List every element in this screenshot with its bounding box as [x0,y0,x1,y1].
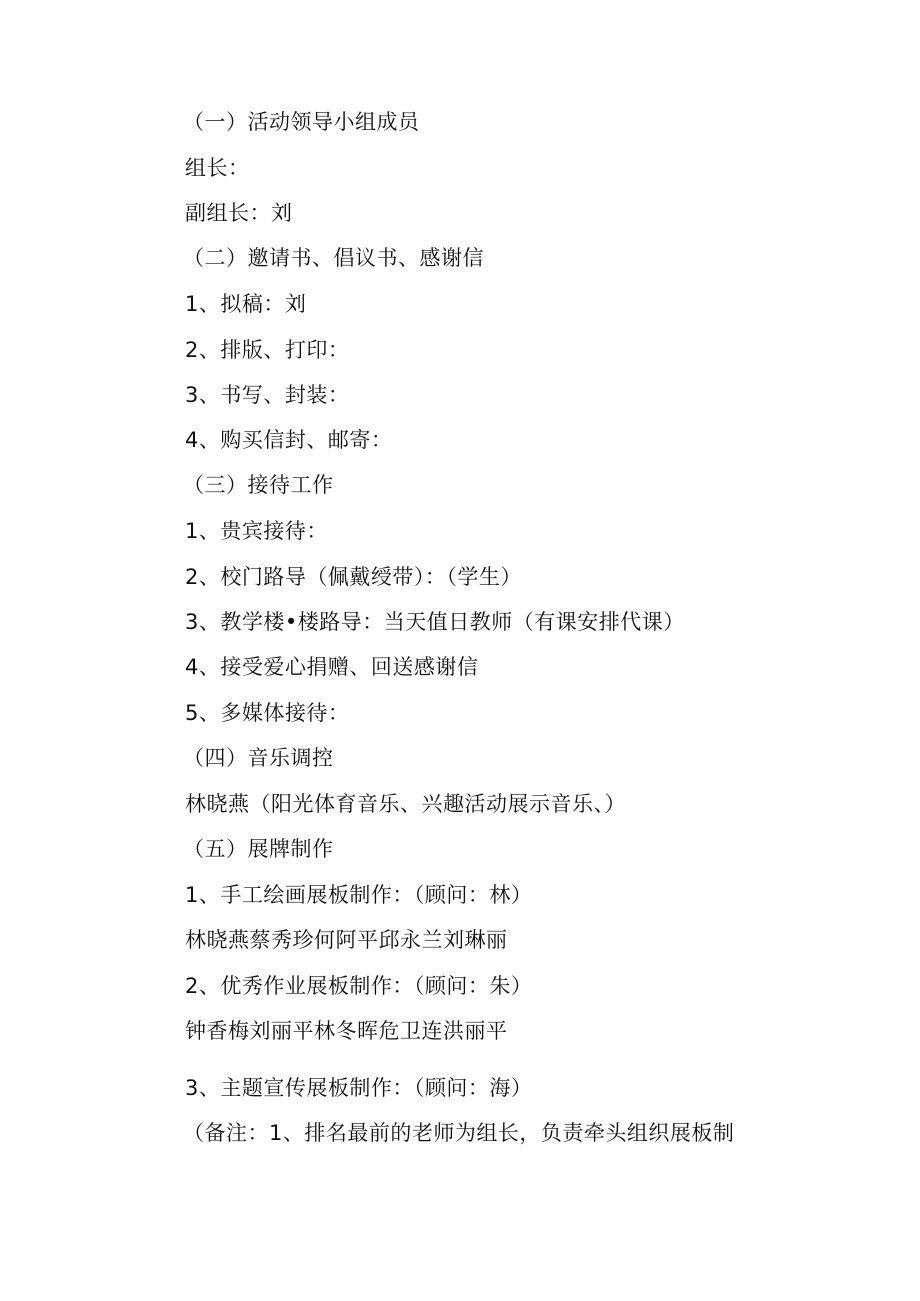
text-line-drawing-team: 林晓燕蔡秀珍何阿平邱永兰刘琳丽 [185,928,508,952]
section-heading-display-boards: （五）展牌制作 [183,837,334,861]
text-line-homework-team: 钟香梅刘丽平林冬晖危卫连洪丽平 [185,1019,508,1043]
list-item-drafting: 1、拟稿：刘 [185,292,307,316]
text-line-music-staff: 林晓燕（阳光体育音乐、兴趣活动展示音乐、） [185,792,626,816]
section-heading-leadership: （一）活动领导小组成员 [183,110,420,134]
section-heading-letters: （二）邀请书、倡议书、感谢信 [183,246,484,270]
list-item-multimedia: 5、多媒体接待： [185,701,350,725]
list-item-gate-guide: 2、校门路导（佩戴绶带）：（学生） [185,565,522,589]
text-line-deputy-leader: 副组长：刘 [185,201,293,225]
list-item-building-guide: 3、教学楼•楼路导：当天值日教师（有课安排代课） [185,610,685,634]
list-item-homework-boards: 2、优秀作业展板制作：（顾问：朱） [185,974,533,998]
section-heading-reception: （三）接待工作 [183,473,334,497]
list-item-drawing-boards: 1、手工绘画展板制作：（顾问：林） [185,883,533,907]
list-item-typesetting: 2、排版、打印： [185,338,350,362]
list-item-mailing: 4、购买信封、邮寄： [185,428,393,452]
list-item-writing-sealing: 3、书写、封装： [185,383,350,407]
section-heading-music: （四）音乐调控 [183,746,334,770]
list-item-donations: 4、接受爱心捐赠、回送感谢信 [185,655,479,679]
text-line-remark: （备注：1、排名最前的老师为组长，负责牵头组织展板制 [183,1121,735,1145]
list-item-vip-reception: 1、贵宾接待： [185,519,328,543]
list-item-theme-boards: 3、主题宣传展板制作：（顾问：海） [185,1076,533,1100]
text-line-leader: 组长： [185,156,250,180]
